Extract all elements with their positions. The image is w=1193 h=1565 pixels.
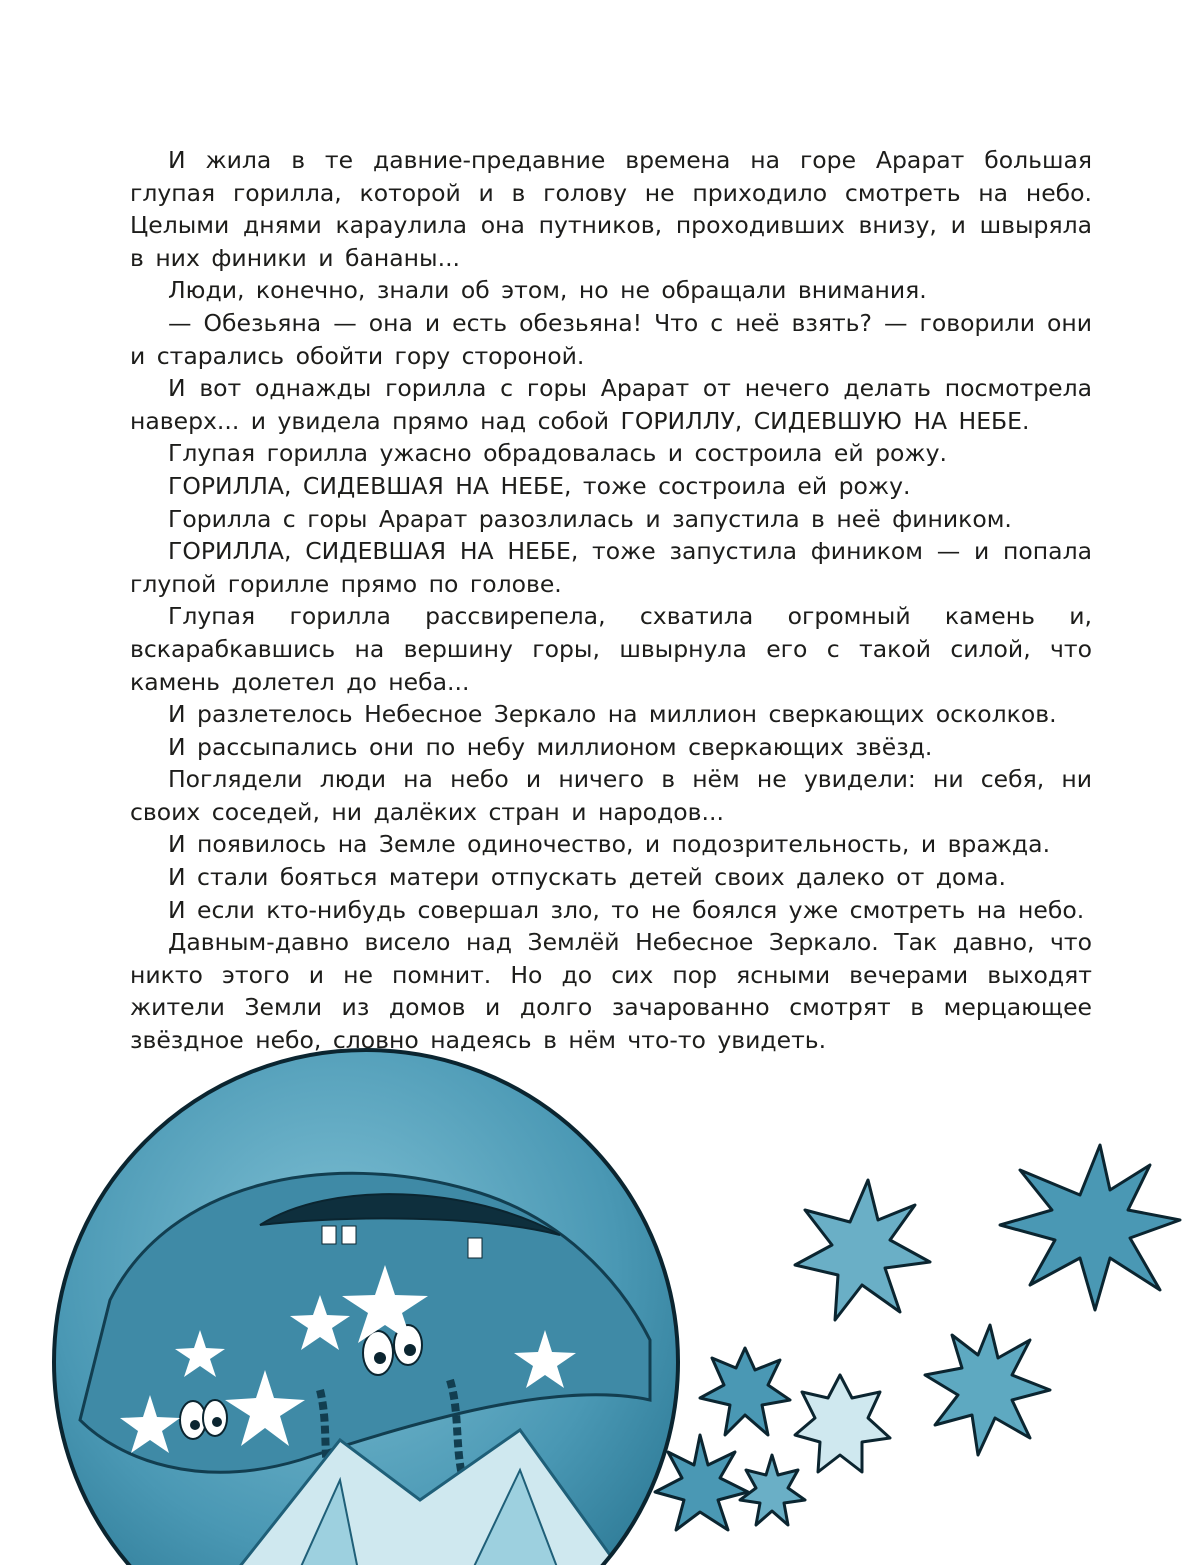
star-shard (1000, 1145, 1180, 1310)
paragraph: — Обезьяна — она и есть обезьяна! Что с неё взять? — говорили они и старались обойти гору стороной. (130, 308, 1092, 370)
star-shard (795, 1375, 890, 1472)
paragraph: И разлетелось Небесное Зеркало на миллион сверкающих осколков. (168, 700, 1057, 729)
paragraph: ГОРИЛЛА, СИДЕВШАЯ НА НЕБЕ, тоже запустила фиником — и попала глупой горилле прямо по голове. (130, 537, 1092, 598)
paragraph: И стали бояться матери отпускать детей своих далеко от дома. (168, 863, 1007, 892)
paragraph: И если кто-нибудь совершал зло, то не боялся уже смотреть на небо. (168, 895, 1085, 924)
star-shard (700, 1348, 790, 1435)
star-shard (740, 1455, 805, 1525)
paragraph: Поглядели люди на небо и ничего в нём не увидели: ни себя, ни своих соседей, ни далёких стран и народов... (130, 765, 1092, 826)
star-shards (655, 1145, 1180, 1530)
paragraph: Глупая горилла рассвирепела, схватила огромный камень и, вскарабкавшись на вершину горы, швырнула его с такой силой, что камень долетел до неба... (130, 602, 1092, 696)
paragraph: И вот однажды горилла с горы Арарат от нечего делать посмотрела наверх... и увидела прямо над собой ГОРИЛЛУ, СИДЕВШУЮ НА НЕБЕ. (130, 374, 1092, 435)
paragraph: ГОРИЛЛА, СИДЕВШАЯ НА НЕБЕ, тоже состроила ей рожу. (168, 471, 911, 500)
paragraph: И появилось на Земле одиночество, и подозрительность, и вражда. (168, 830, 1051, 859)
paragraph: Давным-давно висело над Землёй Небесное Зеркало. Так давно, что никто этого и не помнит. Но до сих пор ясными вечерами выходят жители Земли из домов и долго зачарованно смотрят в мерцающее звёздное небо, словно надеясь в нём что-то увидеть. (130, 928, 1092, 1055)
star-shard (795, 1180, 930, 1320)
paragraph: Глупая горилла ужасно обрадовалась и состроила ей рожу. (168, 439, 947, 468)
paragraph: И жила в те давние-предавние времена на горе Арарат большая глупая горилла, которой и в голову не приходило смотреть на небо. Целыми днями караулила она путников, проходивших внизу, и швыряла в них финики и бананы... (130, 146, 1092, 272)
sky-mirror-disc (54, 1050, 700, 1565)
paragraph: Горилла с горы Арарат разозлилась и запустила в неё фиником. (168, 504, 1012, 533)
paragraph: Люди, конечно, знали об этом, но не обращали внимания. (168, 276, 927, 305)
paragraph: И рассыпались они по небу миллионом сверкающих звёзд. (168, 732, 933, 761)
star-shard (655, 1435, 748, 1530)
star-shard (925, 1325, 1050, 1455)
